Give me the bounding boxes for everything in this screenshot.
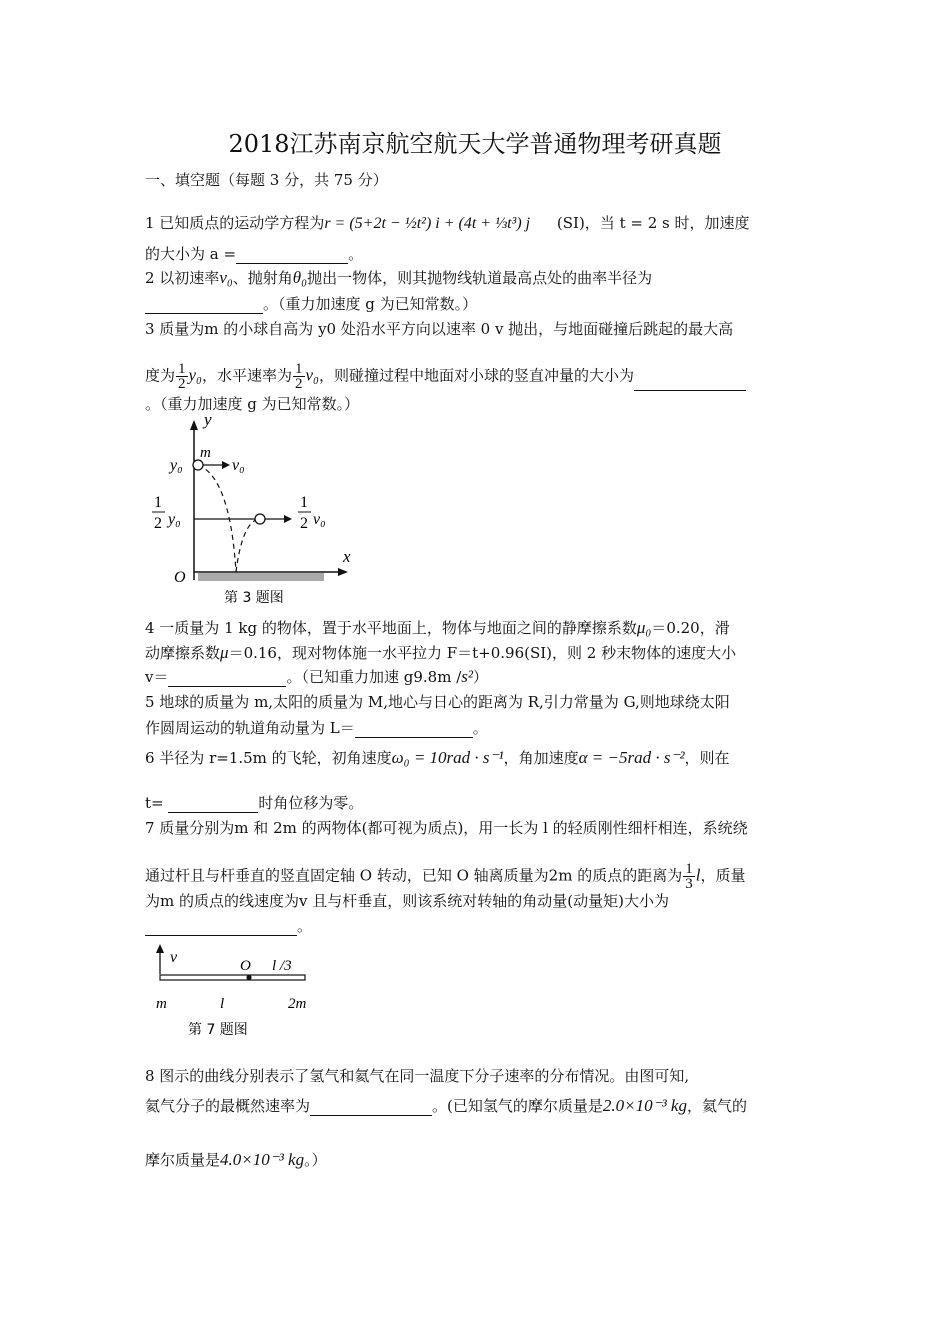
q3-x-label: x <box>343 547 351 566</box>
q3-text-d: ，则碰撞过程中地面对小球的竖直冲量的大小为 <box>318 366 634 385</box>
q6-text-e: 时角位移为零。 <box>258 794 364 812</box>
question-3-line-1: 3 质量为m 的小球自高为 y0 处沿水平方向以速率 0 v 抛出，与地面碰撞后跳起的最大高 <box>145 320 734 338</box>
q3-mass-label: m <box>200 445 211 461</box>
q7-l-label: l <box>220 996 225 1012</box>
question-2-line-1 <box>145 268 652 288</box>
q8-text-b: 氦气分子的最概然速率为 <box>145 1097 311 1115</box>
question-6-line-2 <box>145 793 363 813</box>
question-8-line-1: 8 图示的曲线分别表示了氢气和氦气在同一温度下分子速率的分布情况。由图可知, <box>145 1067 690 1085</box>
q4-unit-s2: s² <box>461 667 473 686</box>
question-7-line-3: 为m 的质点的线速度为v 且与杆垂直，则该系统对转轴的角动量(动量矩)大小为 <box>145 892 669 910</box>
question-2-line-2 <box>145 294 477 314</box>
q8-text-c: 。(已知氢气的摩尔质量是 <box>432 1097 603 1115</box>
q4-text-a: 4 一质量为 1 kg 的物体，置于水平地面上，物体与地面之间的静摩擦系数 <box>145 619 637 637</box>
q1-text-a: 1 已知质点的运动学方程为 <box>145 214 325 232</box>
q2-text-b: 、抛射角 <box>232 269 293 287</box>
q3-origin-label: O <box>174 569 186 586</box>
q3-figure <box>150 412 360 612</box>
q4-mu0-symbol: μ₀ <box>636 618 652 637</box>
q3-half-v0-denominator: 2 <box>300 515 308 532</box>
question-8-line-2 <box>145 1096 747 1116</box>
q3-half-y0-numerator: 1 <box>154 494 162 511</box>
q1-equation: r = (5+2t − ½t²) i + (4t + ⅓t³) j <box>324 215 531 232</box>
q7-text-e: 。 <box>297 917 313 935</box>
q2-answer-blank[interactable] <box>145 299 263 314</box>
question-8-line-3 <box>145 1150 327 1170</box>
q7-l3-label: l /3 <box>272 958 292 974</box>
q7-text-b: 通过杆且与杆垂直的竖直固定轴 O 转动，已知 O 轴离质量为2m 的质点的距离为 <box>145 866 683 885</box>
question-1-line-2 <box>145 244 363 264</box>
q1-text-c: 的大小为 a = <box>145 245 237 263</box>
q3-x-axis-arrow-icon <box>338 568 348 576</box>
question-4-line-2 <box>145 643 736 663</box>
q6-alpha-expression: α = −5rad · s⁻² <box>578 748 685 767</box>
question-5-line-2 <box>145 718 488 738</box>
q3-answer-blank[interactable] <box>634 376 746 391</box>
q8-text-d: ，氦气的 <box>686 1097 747 1115</box>
q3-half-v0-numerator: 1 <box>300 494 308 511</box>
q3-ball-initial <box>193 460 203 470</box>
q3-y-label: y <box>204 412 212 429</box>
q4-answer-blank[interactable] <box>168 672 286 687</box>
q2-text-d: 。（重力加速度 g 为已知常数。） <box>263 295 478 313</box>
q4-mu-symbol: μ <box>220 643 229 662</box>
q3-half-y0-denominator: 2 <box>154 515 162 532</box>
q7-l-symbol: l <box>695 865 701 885</box>
q3-bounce-trajectory <box>236 519 258 572</box>
q3-half-v0-arrow-icon <box>284 515 292 523</box>
q8-text-e: 摩尔质量是 <box>145 1151 221 1169</box>
q6-text-a: 6 半径为 r=1.5m 的飞轮，初角速度 <box>145 749 392 767</box>
q3-v0-arrow-icon <box>222 461 230 469</box>
q1-answer-blank[interactable] <box>236 249 348 264</box>
q6-omega-expression: ω₀ = 10rad · s⁻¹ <box>391 748 504 767</box>
q7-velocity-arrow-icon <box>156 944 164 953</box>
q7-figure-caption: 第 7 题图 <box>188 1022 248 1038</box>
q5-text-c: 。 <box>472 719 488 737</box>
q1-text-b: (SI)，当 t = 2 s 时，加速度 <box>556 214 750 232</box>
q4-text-f: 。（已知重力加速 g9.8m / <box>286 668 462 686</box>
q7-third-fraction: $\frac{1}{3}$ <box>685 861 693 892</box>
q7-rod <box>160 975 305 980</box>
q6-text-d: t= <box>145 794 164 812</box>
page-title: 2018江苏南京航空航天大学普通物理考研真题 <box>228 130 722 158</box>
question-6-line-1 <box>145 748 730 768</box>
question-7-line-1: 7 质量分别为m 和 2m 的两物体(都可视为质点)，用一长为 l 的轻质刚性细杆相连，系统绕 <box>145 819 748 837</box>
q8-h2-molar-mass: 2.0×10⁻³ kg <box>602 1096 687 1115</box>
q3-text-c: ，水平速率为 <box>201 366 292 385</box>
q7-2m-label: 2m <box>288 996 307 1012</box>
q8-text-f: 。） <box>304 1151 327 1169</box>
q2-theta-symbol: θ₀ <box>292 268 308 287</box>
question-5-line-1: 5 地球的质量为 m,太阳的质量为 M,地心与日心的距离为 R,引力常量为 G,则地球绕太阳 <box>145 693 730 711</box>
q7-figure <box>148 942 328 1042</box>
q5-answer-blank[interactable] <box>355 723 473 738</box>
q3-half-fraction-2: $\frac{1}{2}$ <box>295 361 303 392</box>
q2-text-a: 2 以初速率 <box>145 269 220 287</box>
q1-text-d: 。 <box>348 245 364 263</box>
q7-axis-point <box>246 975 251 980</box>
q3-half-fraction-1: $\frac{1}{2}$ <box>178 361 186 392</box>
q8-he-molar-mass: 4.0×10⁻³ kg <box>220 1150 305 1169</box>
question-4-line-1 <box>145 618 730 638</box>
section-heading: 一、填空题（每题 3 分，共 75 分） <box>145 171 388 189</box>
q3-v0-symbol: v₀ <box>305 365 319 385</box>
q4-text-d: ＝0.16，现对物体施一水平拉力 F＝t+0.96(SI)，则 2 秒末物体的速度大小 <box>228 644 737 662</box>
q3-y-axis-arrow-icon <box>190 420 198 430</box>
q3-half-v0-label: v₀ <box>313 511 326 528</box>
question-3-line-2 <box>145 362 746 391</box>
q3-ground <box>198 573 324 581</box>
q7-v-label: v <box>170 949 178 966</box>
question-4-line-3 <box>145 667 488 687</box>
q2-text-c: 抛出一物体，则其抛物线轨道最高点处的曲率半径为 <box>307 269 653 287</box>
q4-text-b: ＝0.20，滑 <box>651 619 730 637</box>
q3-v0-label: v₀ <box>232 457 245 474</box>
q3-figure-caption: 第 3 题图 <box>224 590 284 606</box>
question-3-line-3: 。（重力加速度 g 为已知常数。） <box>145 395 360 413</box>
q4-text-c: 动摩擦系数 <box>145 644 221 662</box>
question-7-line-2 <box>145 862 745 891</box>
question-1-line-1 <box>145 213 750 234</box>
q3-text-b: 度为 <box>145 366 176 385</box>
q7-text-c: ，质量 <box>700 866 746 885</box>
q6-text-c: ，则在 <box>684 749 730 767</box>
q2-v0-symbol: v₀ <box>219 268 233 287</box>
q3-y0-label: y₀ <box>170 457 183 474</box>
q3-ball-bounced <box>255 514 265 524</box>
q4-text-e: v＝ <box>145 668 169 686</box>
question-7-line-4 <box>145 916 312 936</box>
q3-y0-symbol: y₀ <box>188 365 202 385</box>
q5-text-b: 作圆周运动的轨道角动量为 L＝ <box>145 719 355 737</box>
q7-o-label: O <box>240 958 251 974</box>
q7-answer-blank[interactable] <box>145 921 297 936</box>
q3-half-y0-label: y₀ <box>168 511 181 528</box>
q6-text-b: ，角加速度 <box>503 749 579 767</box>
q4-text-h: ） <box>472 668 488 686</box>
q8-answer-blank[interactable] <box>310 1101 432 1116</box>
q7-m-label: m <box>156 996 167 1012</box>
q6-answer-blank[interactable] <box>168 798 258 813</box>
